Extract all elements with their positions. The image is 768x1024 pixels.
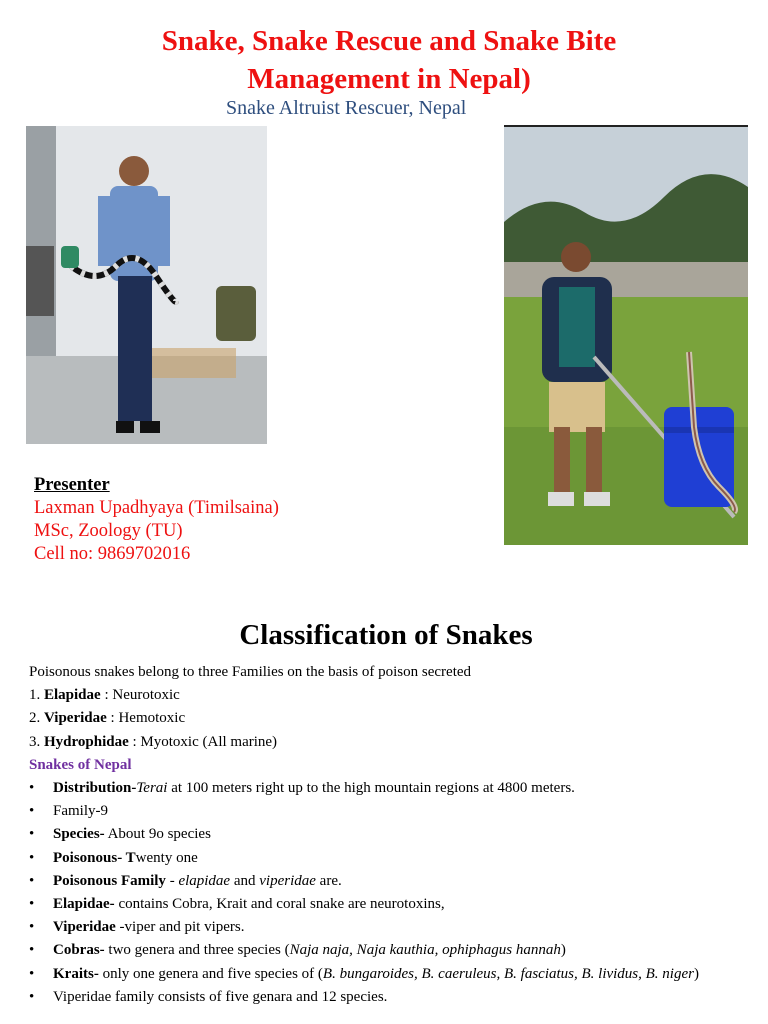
bullet-text: About 9o species: [104, 826, 211, 843]
bullet-label: Elapidae-: [53, 895, 115, 912]
nepal-bullet-list: [29, 777, 729, 1009]
subtitle: Snake Altruist Rescuer, Nepal: [226, 97, 467, 119]
family-number: 2.: [29, 710, 44, 727]
presenter-photo-left: [26, 126, 267, 444]
bullet-label: Distribution-: [53, 779, 137, 796]
page-title: [0, 22, 768, 98]
title-line-2: Management in Nepal): [247, 63, 531, 95]
presenter-phone: Cell no: 9869702016: [34, 544, 191, 564]
bullet-italic: Naja naja, Naja kauthia, ophiphagus hannah: [289, 942, 561, 959]
bullet-label: Cobras-: [53, 942, 105, 959]
bullet-family: [29, 800, 729, 823]
family-number: 3.: [29, 733, 44, 750]
bullet-italic: Terai: [136, 779, 168, 796]
bullet-text: are.: [315, 872, 342, 889]
bullet-poisonous: [29, 847, 729, 870]
presenter-degree: MSc, Zoology (TU): [34, 521, 183, 541]
bullet-text: contains Cobra, Krait and coral snake are neurotoxins,: [114, 895, 445, 912]
bullet-kraits: [29, 963, 729, 986]
bullet-distribution: [29, 777, 729, 800]
bullet-text: ): [560, 942, 566, 959]
rescue-photo-right: [504, 125, 748, 545]
bullet-text: -: [165, 872, 179, 889]
bullet-italic: viperidae: [259, 872, 316, 889]
bullet-italic: B. bungaroides, B. caeruleus, B. fasciatus, B. lividus, B. niger: [322, 965, 694, 982]
bullet-text: -viper and pit vipers.: [115, 919, 245, 936]
intro-text: Poisonous snakes belong to three Families on the basis of poison secreted: [29, 664, 472, 680]
bullet-text: only one genera and five species of (: [98, 965, 323, 982]
family-item: [29, 684, 729, 707]
family-desc: : Hemotoxic: [106, 710, 186, 727]
bullet-viperidae: [29, 916, 729, 939]
bullet-text: two genera and three species (: [104, 942, 290, 959]
bullet-species: [29, 823, 729, 846]
family-desc: : Neurotoxic: [100, 687, 180, 704]
bullet-poisonous-family: [29, 870, 729, 893]
family-name: Viperidae: [44, 710, 107, 727]
bullet-label: Viperidae: [53, 919, 116, 936]
family-name: Hydrophidae: [44, 733, 129, 750]
nepal-heading: Snakes of Nepal: [29, 756, 132, 773]
bullet-label: Kraits-: [53, 965, 99, 982]
bullet-text: at 100 meters right up to the high mountain regions at 4800 meters.: [167, 779, 575, 796]
bullet-viper-family: [29, 986, 729, 1009]
bullet-text: Family-9: [53, 803, 108, 820]
presenter-name: Laxman Upadhyaya (Timilsaina): [34, 498, 279, 518]
bullet-label: Poisonous Family: [53, 872, 166, 889]
bullet-cobras: [29, 939, 729, 962]
section-title: Classification of Snakes: [239, 619, 533, 651]
bullet-label: Poisonous- T: [53, 849, 136, 866]
bullet-label: Species-: [53, 826, 105, 843]
family-desc: : Myotoxic (All marine): [128, 733, 278, 750]
bullet-text: wenty one: [135, 849, 198, 866]
family-item: [29, 707, 729, 730]
bullet-italic: elapidae: [178, 872, 231, 889]
family-item: [29, 731, 729, 754]
family-name: Elapidae: [44, 687, 101, 704]
presenter-heading: Presenter: [34, 475, 110, 495]
bullet-text: and: [230, 872, 260, 889]
family-number: 1.: [29, 687, 44, 704]
classification-content: [29, 661, 729, 1009]
title-line-1: Snake, Snake Rescue and Snake Bite: [161, 25, 617, 57]
bullet-elapidae: [29, 893, 729, 916]
presenter-block: [34, 474, 279, 566]
bullet-text: Viperidae family consists of five genara and 12 species.: [53, 988, 388, 1005]
bullet-text: ): [693, 965, 699, 982]
